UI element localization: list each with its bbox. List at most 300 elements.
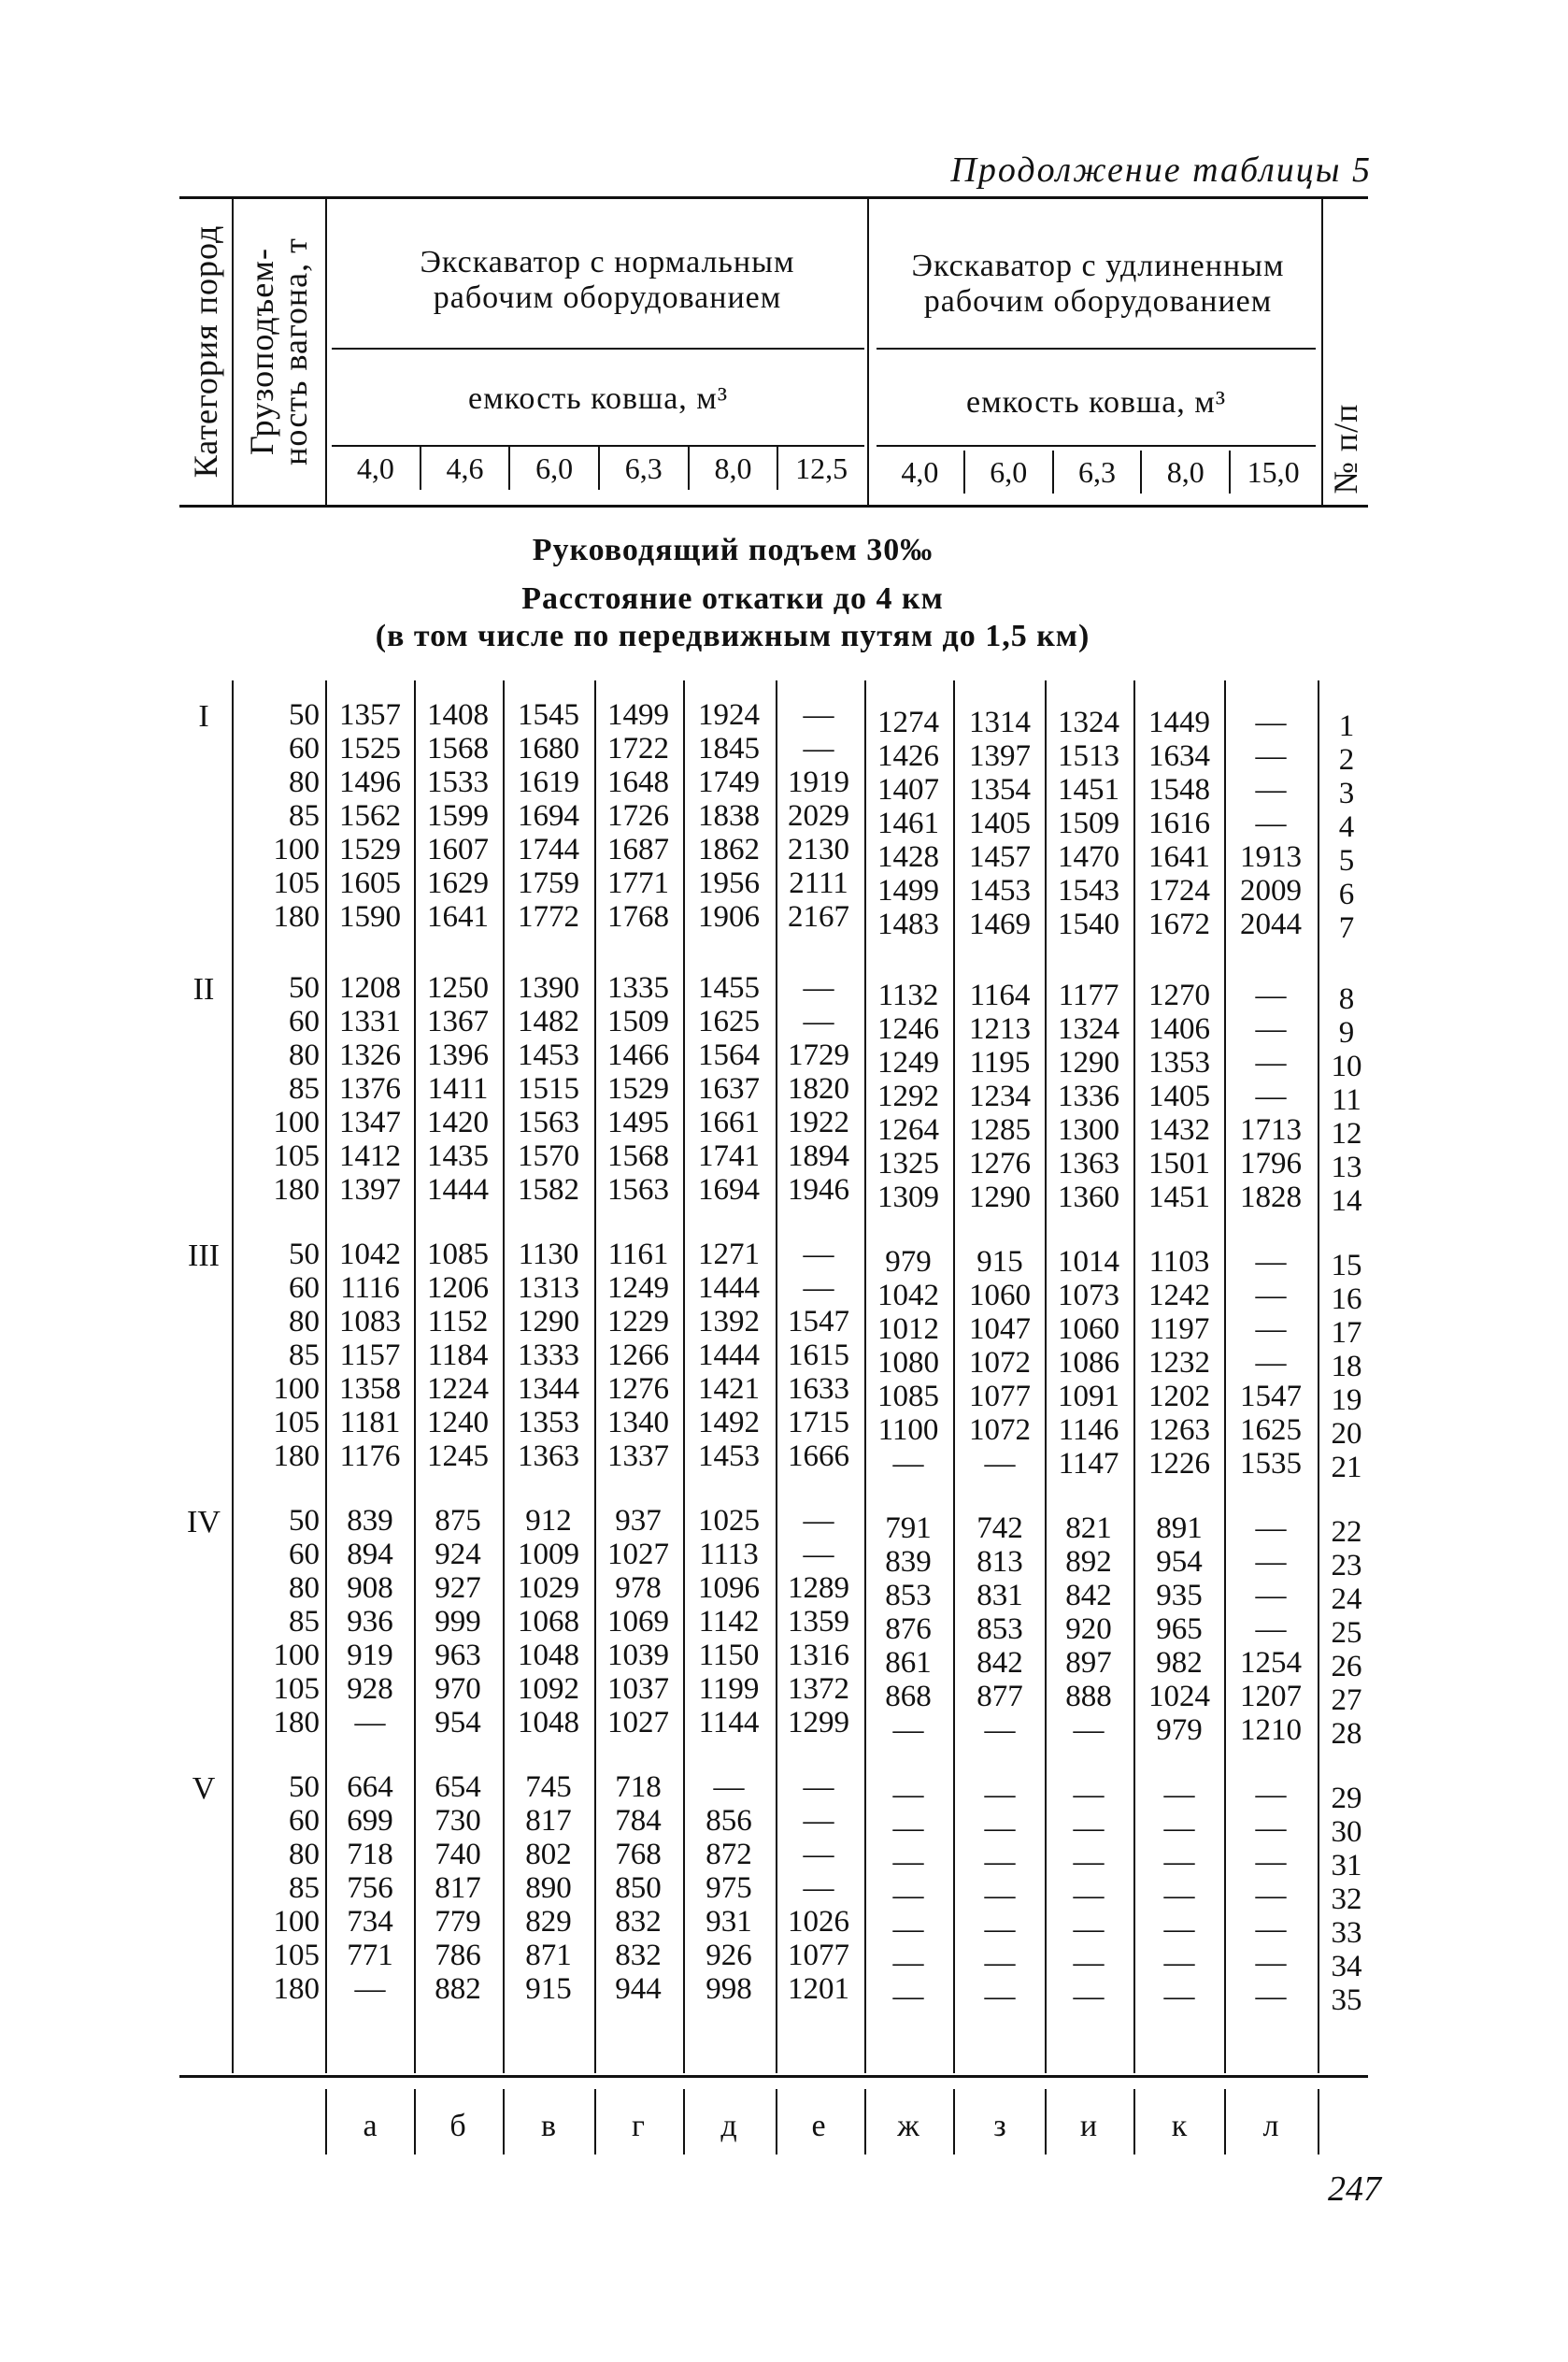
productivity-cell: 1027 — [607, 1538, 669, 1571]
productivity-cell: 1820 — [788, 1072, 849, 1106]
productivity-cell: 1199 — [698, 1672, 760, 1706]
productivity-cell: 842 — [1065, 1579, 1112, 1612]
productivity-cell: 1027 — [607, 1706, 669, 1739]
productivity-cell: 1246 — [877, 1012, 939, 1046]
productivity-cell: 1726 — [607, 799, 669, 833]
productivity-cell: — — [803, 1871, 834, 1905]
wagon-capacity-cell: 80 — [289, 1038, 320, 1072]
productivity-cell: 1457 — [969, 840, 1031, 874]
productivity-cell: 1080 — [877, 1346, 939, 1380]
productivity-cell: 1694 — [518, 799, 579, 833]
productivity-cell: 1245 — [427, 1439, 489, 1473]
productivity-cell: — — [1255, 1012, 1287, 1046]
letter-divider — [1133, 2089, 1135, 2154]
productivity-cell: 1501 — [1148, 1147, 1210, 1181]
productivity-cell: 1213 — [969, 1012, 1031, 1046]
productivity-cell: 1072 — [969, 1346, 1031, 1380]
productivity-cell: 1234 — [969, 1080, 1031, 1113]
productivity-cell: 1449 — [1148, 706, 1210, 739]
productivity-cell: 1570 — [518, 1139, 579, 1173]
rock-category-label: I — [198, 699, 209, 734]
productivity-cell: 821 — [1065, 1511, 1112, 1545]
productivity-cell: 1224 — [427, 1372, 489, 1406]
wagon-capacity-cell: 105 — [273, 1672, 320, 1706]
productivity-cell: 1249 — [607, 1271, 669, 1305]
column-letter: к — [1171, 2109, 1188, 2143]
productivity-cell: 998 — [706, 1972, 752, 2006]
productivity-cell: — — [803, 1005, 834, 1038]
productivity-cell: 872 — [706, 1838, 752, 1871]
letter-divider — [594, 2089, 596, 2154]
productivity-cell: 1206 — [427, 1271, 489, 1305]
row-number-cell: 25 — [1331, 1616, 1362, 1650]
productivity-cell: 965 — [1156, 1612, 1203, 1646]
column-divider — [1133, 680, 1135, 2073]
productivity-cell: 1242 — [1148, 1279, 1210, 1312]
section-distance: Расстояние откатки до 4 км — [521, 581, 944, 616]
productivity-cell: 1161 — [607, 1238, 669, 1271]
productivity-cell: 1116 — [340, 1271, 400, 1305]
productivity-cell: — — [1073, 1778, 1105, 1811]
productivity-cell: 1290 — [1058, 1046, 1119, 1080]
productivity-cell: 954 — [1156, 1545, 1203, 1579]
productivity-cell: 2167 — [788, 900, 849, 934]
productivity-cell: 1543 — [1058, 874, 1119, 908]
productivity-cell: 771 — [347, 1939, 393, 1972]
wagon-capacity-cell: 100 — [273, 1639, 320, 1672]
productivity-cell: 1648 — [607, 766, 669, 799]
productivity-cell: — — [984, 1912, 1016, 1946]
productivity-cell: 1495 — [607, 1106, 669, 1139]
productivity-cell: — — [1255, 1046, 1287, 1080]
table-bottom-rule — [179, 2075, 1368, 2078]
productivity-cell: 1309 — [877, 1181, 939, 1214]
row-number-cell: 7 — [1338, 911, 1355, 945]
productivity-cell: 1533 — [427, 766, 489, 799]
column-letter: л — [1262, 2109, 1279, 2143]
productivity-cell: 1397 — [969, 739, 1031, 773]
productivity-cell: 1946 — [788, 1173, 849, 1207]
productivity-cell: 1326 — [339, 1038, 401, 1072]
productivity-cell: — — [1255, 1879, 1287, 1912]
productivity-cell: 920 — [1065, 1612, 1112, 1646]
productivity-cell: — — [1073, 1946, 1105, 1980]
productivity-cell: 1353 — [518, 1406, 579, 1439]
productivity-cell: 853 — [976, 1612, 1023, 1646]
productivity-cell: 839 — [885, 1545, 932, 1579]
productivity-cell: 1085 — [427, 1238, 489, 1271]
productivity-cell: 654 — [435, 1770, 481, 1804]
productivity-cell: 1300 — [1058, 1113, 1119, 1147]
wagon-capacity-cell: 60 — [289, 732, 320, 766]
row-number-cell: 17 — [1331, 1316, 1362, 1350]
productivity-cell: 1009 — [518, 1538, 579, 1571]
productivity-cell: 756 — [347, 1871, 393, 1905]
productivity-cell: — — [1255, 1545, 1287, 1579]
productivity-cell: 908 — [347, 1571, 393, 1605]
wagon-capacity-cell: 180 — [273, 1173, 320, 1207]
capacity-value: 6,3 — [1054, 451, 1143, 494]
productivity-cell: 1563 — [607, 1173, 669, 1207]
productivity-cell: 664 — [347, 1770, 393, 1804]
rock-category-label: IV — [187, 1505, 221, 1539]
productivity-cell: — — [803, 1770, 834, 1804]
wagon-capacity-cell: 50 — [289, 1238, 320, 1271]
productivity-cell: 975 — [706, 1871, 752, 1905]
row-number-column-label: № п/п — [1327, 403, 1364, 494]
productivity-cell: 1202 — [1148, 1380, 1210, 1413]
productivity-cell: 1292 — [877, 1080, 939, 1113]
productivity-cell: 1347 — [339, 1106, 401, 1139]
row-number-cell: 29 — [1331, 1782, 1362, 1815]
productivity-cell: 1344 — [518, 1372, 579, 1406]
productivity-cell: 1324 — [1058, 706, 1119, 739]
column-divider — [683, 680, 685, 2073]
productivity-cell: 1641 — [427, 900, 489, 934]
productivity-cell: 1164 — [969, 979, 1031, 1012]
row-number-cell: 24 — [1331, 1582, 1362, 1616]
productivity-cell: 927 — [435, 1571, 481, 1605]
productivity-cell: 802 — [525, 1838, 572, 1871]
productivity-cell: 1048 — [518, 1706, 579, 1739]
productivity-cell: 1358 — [339, 1372, 401, 1406]
productivity-cell: — — [803, 1504, 834, 1538]
column-divider — [232, 680, 234, 2073]
productivity-cell: 1672 — [1148, 908, 1210, 941]
wagon-capacity-cell: 180 — [273, 1706, 320, 1739]
productivity-cell: 1060 — [969, 1279, 1031, 1312]
productivity-cell: 1453 — [698, 1439, 760, 1473]
productivity-cell: 1077 — [969, 1380, 1031, 1413]
productivity-cell: 1625 — [698, 1005, 760, 1038]
productivity-cell: 1396 — [427, 1038, 489, 1072]
productivity-cell: 784 — [615, 1804, 662, 1838]
wagon-capacity-cell: 80 — [289, 1571, 320, 1605]
productivity-cell: — — [984, 1980, 1016, 2013]
wagon-capacity-cell: 85 — [289, 1072, 320, 1106]
row-number-cell: 13 — [1331, 1151, 1362, 1184]
wagon-capacity-cell: 100 — [273, 1372, 320, 1406]
productivity-cell: 1483 — [877, 908, 939, 941]
productivity-cell: 740 — [435, 1838, 481, 1871]
productivity-cell: — — [984, 1845, 1016, 1879]
table-continuation-caption: Продолжение таблицы 5 — [950, 150, 1372, 190]
productivity-cell: 1548 — [1148, 773, 1210, 807]
productivity-cell: 1266 — [607, 1338, 669, 1372]
productivity-cell: — — [1255, 1279, 1287, 1312]
productivity-cell: 875 — [435, 1504, 481, 1538]
wagon-capacity-cell: 80 — [289, 1305, 320, 1338]
productivity-cell: 1132 — [877, 979, 939, 1012]
productivity-cell: 1759 — [518, 866, 579, 900]
productivity-cell: 1290 — [969, 1181, 1031, 1214]
productivity-cell: 1562 — [339, 799, 401, 833]
productivity-cell: — — [1255, 1845, 1287, 1879]
productivity-cell: — — [1073, 1980, 1105, 2013]
productivity-cell: 1634 — [1148, 739, 1210, 773]
productivity-cell: — — [1255, 979, 1287, 1012]
productivity-cell: 1392 — [698, 1305, 760, 1338]
capacity-value: 8,0 — [1142, 451, 1231, 494]
rock-category-label: III — [188, 1238, 220, 1273]
productivity-cell: 829 — [525, 1905, 572, 1939]
productivity-cell: 1924 — [698, 698, 760, 732]
productivity-cell: — — [1255, 1980, 1287, 2013]
productivity-cell: 970 — [435, 1672, 481, 1706]
productivity-cell: 1092 — [518, 1672, 579, 1706]
productivity-cell: 894 — [347, 1538, 393, 1571]
productivity-cell: 1397 — [339, 1173, 401, 1207]
productivity-cell: — — [892, 1778, 924, 1811]
productivity-cell: 699 — [347, 1804, 393, 1838]
letter-divider — [683, 2089, 685, 2154]
row-number-cell: 11 — [1332, 1083, 1361, 1117]
productivity-cell: 1412 — [339, 1139, 401, 1173]
productivity-cell: 1325 — [877, 1147, 939, 1181]
productivity-cell: 1432 — [1148, 1113, 1210, 1147]
productivity-cell: 1590 — [339, 900, 401, 934]
productivity-cell: 1083 — [339, 1305, 401, 1338]
wagon-capacity-cell: 100 — [273, 1905, 320, 1939]
productivity-cell: — — [1163, 1980, 1195, 2013]
extended-bucket-label: емкость ковша, м³ — [965, 385, 1227, 420]
productivity-cell: 1372 — [788, 1672, 849, 1706]
productivity-cell: 877 — [976, 1680, 1023, 1713]
productivity-cell: 1666 — [788, 1439, 849, 1473]
productivity-cell: — — [1255, 1811, 1287, 1845]
productivity-cell: 1270 — [1148, 979, 1210, 1012]
productivity-cell: 1451 — [1058, 773, 1119, 807]
productivity-cell: 1113 — [699, 1538, 759, 1571]
column-divider — [1318, 680, 1319, 2073]
productivity-cell: 1629 — [427, 866, 489, 900]
letter-divider — [953, 2089, 955, 2154]
row-number-cell: 31 — [1331, 1849, 1362, 1882]
header-divider — [325, 198, 327, 507]
table-top-rule — [179, 196, 1368, 199]
column-divider — [953, 680, 955, 2073]
productivity-cell: — — [984, 1946, 1016, 1980]
productivity-cell: 1828 — [1240, 1181, 1302, 1214]
productivity-cell: 745 — [525, 1770, 572, 1804]
column-divider — [503, 680, 505, 2073]
productivity-cell: 856 — [706, 1804, 752, 1838]
page-number: 247 — [1328, 2169, 1381, 2209]
productivity-cell: 1201 — [788, 1972, 849, 2006]
row-number-cell: 12 — [1331, 1117, 1362, 1151]
row-number-cell: 9 — [1338, 1016, 1355, 1050]
wagon-capacity-cell: 50 — [289, 1504, 320, 1538]
productivity-cell: — — [1255, 1778, 1287, 1811]
productivity-cell: 1195 — [969, 1046, 1031, 1080]
productivity-cell: 1547 — [1240, 1380, 1302, 1413]
productivity-cell: — — [892, 1845, 924, 1879]
row-number-cell: 4 — [1338, 810, 1355, 844]
wagon-capacity-cell: 105 — [273, 1139, 320, 1173]
productivity-cell: 919 — [347, 1639, 393, 1672]
productivity-cell: 1724 — [1148, 874, 1210, 908]
productivity-cell: 1838 — [698, 799, 760, 833]
productivity-cell: 1894 — [788, 1139, 849, 1173]
productivity-cell: 2029 — [788, 799, 849, 833]
productivity-cell: 1197 — [1148, 1312, 1210, 1346]
productivity-cell: 1208 — [339, 971, 401, 1005]
productivity-cell: 1420 — [427, 1106, 489, 1139]
productivity-cell: 1906 — [698, 900, 760, 934]
wagon-capacity-cell: 50 — [289, 971, 320, 1005]
rock-category-label: V — [192, 1771, 216, 1806]
productivity-cell: 1499 — [877, 874, 939, 908]
productivity-cell: — — [803, 1538, 834, 1571]
productivity-cell: 1469 — [969, 908, 1031, 941]
productivity-cell: 1492 — [698, 1406, 760, 1439]
productivity-cell: — — [1255, 1080, 1287, 1113]
productivity-cell: 1637 — [698, 1072, 760, 1106]
productivity-cell: 1254 — [1240, 1646, 1302, 1680]
productivity-cell: — — [803, 1238, 834, 1271]
productivity-cell: 892 — [1065, 1545, 1112, 1579]
productivity-cell: 1421 — [698, 1372, 760, 1406]
productivity-cell: 1085 — [877, 1380, 939, 1413]
row-number-cell: 1 — [1338, 709, 1355, 743]
wagon-capacity-cell: 105 — [273, 1939, 320, 1972]
productivity-cell: — — [354, 1706, 386, 1739]
normal-capacity-row — [332, 447, 864, 490]
row-number-cell: 27 — [1331, 1683, 1362, 1717]
productivity-cell: 786 — [435, 1939, 481, 1972]
productivity-cell: — — [1255, 1511, 1287, 1545]
wagon-capacity-cell: 85 — [289, 1338, 320, 1372]
column-divider — [1224, 680, 1226, 2073]
extended-excavator-group: Экскаватор с удлиненным рабочим оборудованием — [911, 249, 1285, 319]
productivity-cell: 1529 — [607, 1072, 669, 1106]
productivity-cell: 1453 — [969, 874, 1031, 908]
productivity-cell: 832 — [615, 1905, 662, 1939]
productivity-cell: 1333 — [518, 1338, 579, 1372]
productivity-cell: 1694 — [698, 1173, 760, 1207]
column-letter: ж — [897, 2109, 919, 2143]
productivity-cell: 1599 — [427, 799, 489, 833]
productivity-cell: 1616 — [1148, 807, 1210, 840]
row-number-cell: 2 — [1338, 743, 1355, 777]
productivity-cell: 1525 — [339, 732, 401, 766]
productivity-cell: 1513 — [1058, 739, 1119, 773]
productivity-cell: — — [1073, 1879, 1105, 1912]
productivity-cell: — — [1255, 739, 1287, 773]
productivity-cell: 1715 — [788, 1406, 849, 1439]
column-letter: в — [540, 2109, 557, 2143]
productivity-cell: 1509 — [1058, 807, 1119, 840]
productivity-cell: 1625 — [1240, 1413, 1302, 1447]
productivity-cell: 1563 — [518, 1106, 579, 1139]
productivity-cell: — — [984, 1713, 1016, 1747]
column-letter: и — [1079, 2109, 1098, 2143]
productivity-cell: 924 — [435, 1538, 481, 1571]
row-number-cell: 8 — [1338, 982, 1355, 1016]
productivity-cell: 999 — [435, 1605, 481, 1639]
productivity-cell: — — [984, 1879, 1016, 1912]
capacity-value: 15,0 — [1247, 455, 1300, 489]
productivity-cell: — — [1255, 1579, 1287, 1612]
productivity-cell: 850 — [615, 1871, 662, 1905]
productivity-cell: — — [1163, 1912, 1195, 1946]
row-number-cell: 22 — [1331, 1515, 1362, 1549]
wagon-capacity-cell: 50 — [289, 1770, 320, 1804]
productivity-cell: — — [803, 1804, 834, 1838]
productivity-cell: 963 — [435, 1639, 481, 1672]
row-number-cell: 5 — [1338, 844, 1355, 878]
productivity-cell: 2044 — [1240, 908, 1302, 941]
wagon-capacity-cell: 105 — [273, 866, 320, 900]
wagon-capacity-cell: 85 — [289, 1871, 320, 1905]
productivity-cell: 1086 — [1058, 1346, 1119, 1380]
productivity-cell: 978 — [615, 1571, 662, 1605]
productivity-cell: — — [1163, 1845, 1195, 1879]
productivity-cell: 1741 — [698, 1139, 760, 1173]
productivity-cell: 1229 — [607, 1305, 669, 1338]
productivity-cell: 915 — [976, 1245, 1023, 1279]
productivity-cell: 1184 — [427, 1338, 489, 1372]
productivity-cell: — — [1255, 706, 1287, 739]
productivity-cell: 1499 — [607, 698, 669, 732]
productivity-cell: 1210 — [1240, 1713, 1302, 1747]
capacity-value: 8,0 — [690, 447, 779, 490]
productivity-cell: 1226 — [1148, 1447, 1210, 1481]
column-letter: б — [449, 2109, 466, 2143]
wagon-capacity-cell: 60 — [289, 1271, 320, 1305]
productivity-cell: — — [984, 1778, 1016, 1811]
wagon-capacity-cell: 60 — [289, 1804, 320, 1838]
wagon-capacity-cell: 50 — [289, 698, 320, 732]
productivity-cell: 1482 — [518, 1005, 579, 1038]
productivity-cell: 839 — [347, 1504, 393, 1538]
column-letter: д — [720, 2109, 737, 2143]
productivity-cell: 768 — [615, 1838, 662, 1871]
productivity-cell: — — [1255, 807, 1287, 840]
productivity-cell: 853 — [885, 1579, 932, 1612]
productivity-cell: 1426 — [877, 739, 939, 773]
productivity-cell: 817 — [435, 1871, 481, 1905]
productivity-cell: 1772 — [518, 900, 579, 934]
productivity-cell: — — [984, 1811, 1016, 1845]
productivity-cell: 1177 — [1058, 979, 1119, 1012]
productivity-cell: 1619 — [518, 766, 579, 799]
extended-bucket-rule — [877, 348, 1316, 350]
productivity-cell: 935 — [1156, 1579, 1203, 1612]
productivity-cell: — — [1073, 1845, 1105, 1879]
productivity-cell: 1845 — [698, 732, 760, 766]
productivity-cell: 1012 — [877, 1312, 939, 1346]
productivity-cell: 871 — [525, 1939, 572, 1972]
productivity-cell: 730 — [435, 1804, 481, 1838]
productivity-cell: 1037 — [607, 1672, 669, 1706]
row-number-cell: 19 — [1331, 1383, 1362, 1417]
productivity-cell: 979 — [1156, 1713, 1203, 1747]
productivity-cell: 1299 — [788, 1706, 849, 1739]
capacity-value: 6,3 — [600, 447, 690, 490]
normal-bucket-rule — [332, 348, 864, 350]
row-number-cell: 35 — [1331, 1983, 1362, 2017]
productivity-cell: 1336 — [1058, 1080, 1119, 1113]
productivity-cell: — — [1073, 1713, 1105, 1747]
productivity-cell: 1359 — [788, 1605, 849, 1639]
productivity-cell: 832 — [615, 1939, 662, 1972]
capacity-value: 4,0 — [877, 451, 965, 494]
productivity-cell: — — [1255, 1912, 1287, 1946]
wagon-capacity-cell: 100 — [273, 1106, 320, 1139]
productivity-cell: 1466 — [607, 1038, 669, 1072]
capacity-value: 12,5 — [795, 451, 848, 485]
